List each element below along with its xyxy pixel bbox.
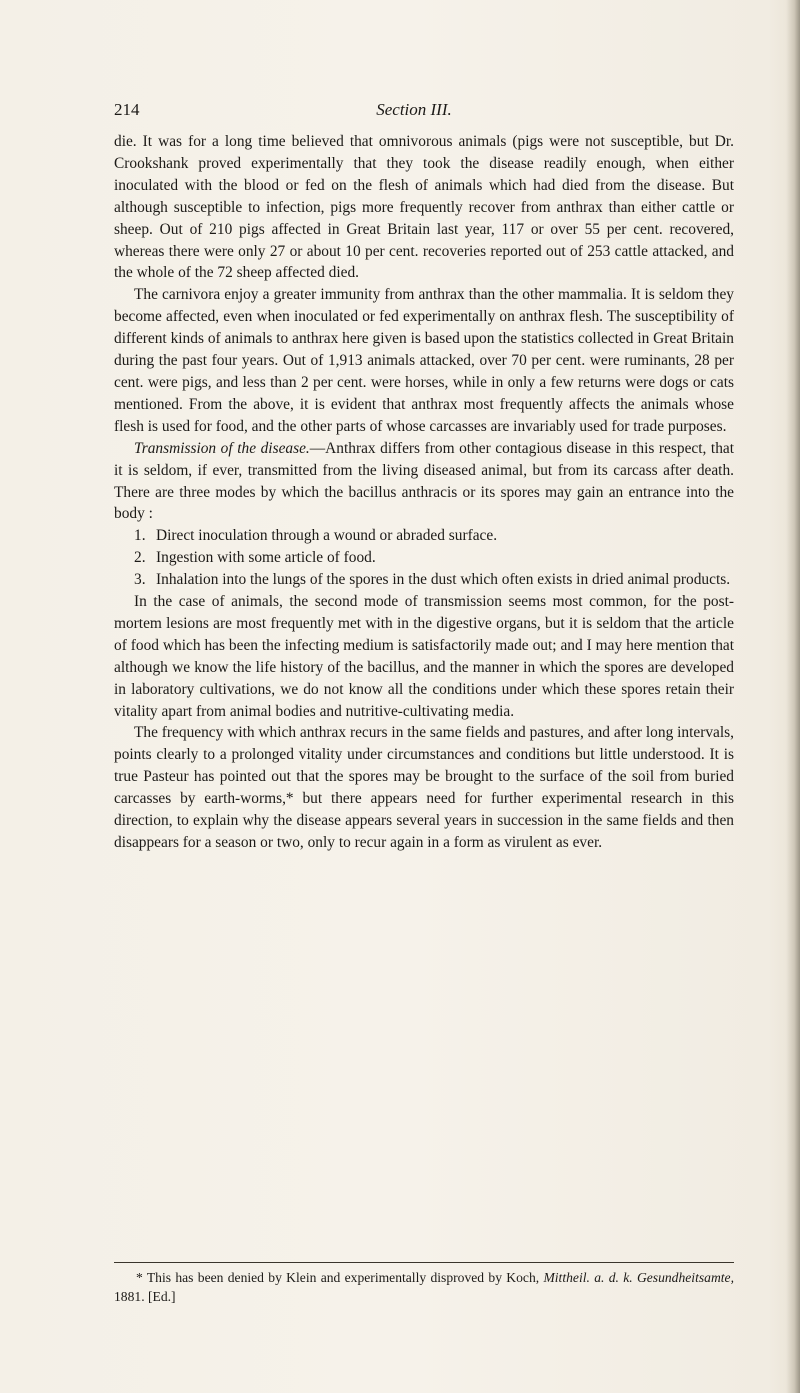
transmission-text: —Anthrax differs from other contagious disease in this respect, that it is seldom, if ever, transmitted from the living diseased animal, but from its carcass after death. There are three modes by which the bacillus anthracis or its spores may gain an entrance into the body :: [114, 439, 735, 523]
list-item-number: 3.: [134, 571, 146, 589]
list-item-text: Direct inoculation through a wound or abraded surface.: [156, 527, 498, 545]
footnote-divider: [114, 1262, 734, 1263]
page-number: 214: [114, 100, 140, 119]
transmission-heading: Transmission of the disease.: [134, 439, 310, 457]
list-item-text: Ingestion with some article of food.: [156, 549, 376, 567]
paragraph-second-mode: In the case of animals, the second mode of transmission seems most common, for the post-mortem lesions are most frequently met with in the digestive organs, but it is seldom that the article of food which has been the infecting medium is satisfactorily made out; and I may here mention that although we know the life history of the bacillus, and the manner in which the spores are developed in laboratory cultivations, we do not know all the conditions under which these spores retain their vitality apart from animal bodies and nutritive-cultivating media.: [114, 593, 734, 720]
paragraph-pigs: die. It was for a long time believed that omnivorous animals (pigs were not susceptible, but Dr. Crookshank proved experimentally that they took the disease readily enough, when either inoculated with the blood or fed on the flesh of animals which had died from the disease. But although susceptible to infection, pigs more frequently recover from anthrax than either cattle or sheep. Out of 210 pigs affected in Great Britain last year, 117 or over 55 per cent. recovered, whereas there were only 27 or about 10 per cent. recoveries reported out of 253 cattle attacked, and the whole of the 72 sheep affected died.: [114, 133, 734, 282]
list-item-number: 2.: [134, 549, 146, 567]
footnote-text: [114, 1268, 734, 1306]
footnote: [114, 1268, 734, 1306]
body-text: [114, 131, 734, 854]
footnote-text-end: 1881. [Ed.]: [114, 1289, 176, 1304]
list-item: [114, 525, 734, 547]
paragraph-transmission: [114, 438, 734, 526]
list-item: [114, 569, 734, 591]
section-title: Section III.: [376, 100, 452, 119]
running-header: [114, 100, 714, 124]
list-item-number: 1.: [134, 527, 146, 545]
footnote-citation: Mittheil. a. d. k. Gesundheitsamte,: [543, 1270, 734, 1285]
paragraph-carnivora: The carnivora enjoy a greater immunity from anthrax than the other mammalia. It is seldom they become affected, even when inoculated or fed experimentally on anthrax flesh. The susceptibility of different kinds of animals to anthrax here given is based upon the statistics collected in Great Britain during the past four years. Out of 1,913 animals attacked, over 70 per cent. were ruminants, 28 per cent. were pigs, and less than 2 per cent. were horses, while in only a few returns were dogs or cats mentioned. From the above, it is evident that anthrax most frequently affects the animals whose flesh is used for food, and the other parts of whose carcasses are invariably used for trade purposes.: [114, 286, 734, 435]
list-item-text: Inhalation into the lungs of the spores in the dust which often exists in dried animal products.: [156, 571, 731, 589]
page-edge-shadow: [786, 0, 800, 1393]
transmission-modes-list: [114, 525, 734, 591]
footnote-text-start: * This has been denied by Klein and experimentally disproved by Koch,: [136, 1270, 540, 1285]
paragraph-recurrence: The frequency with which anthrax recurs in the same fields and pastures, and after long intervals, points clearly to a prolonged vitality under circumstances and conditions but little understood. It is true Pasteur has pointed out that the spores may be brought to the surface of the soil from buried carcasses by earth-worms,* but there appears need for further experimental research in this direction, to explain why the disease appears several years in succession in the same fields and then disappears for a season or two, only to recur again in a form as virulent as ever.: [114, 724, 734, 851]
list-item: [114, 547, 734, 569]
